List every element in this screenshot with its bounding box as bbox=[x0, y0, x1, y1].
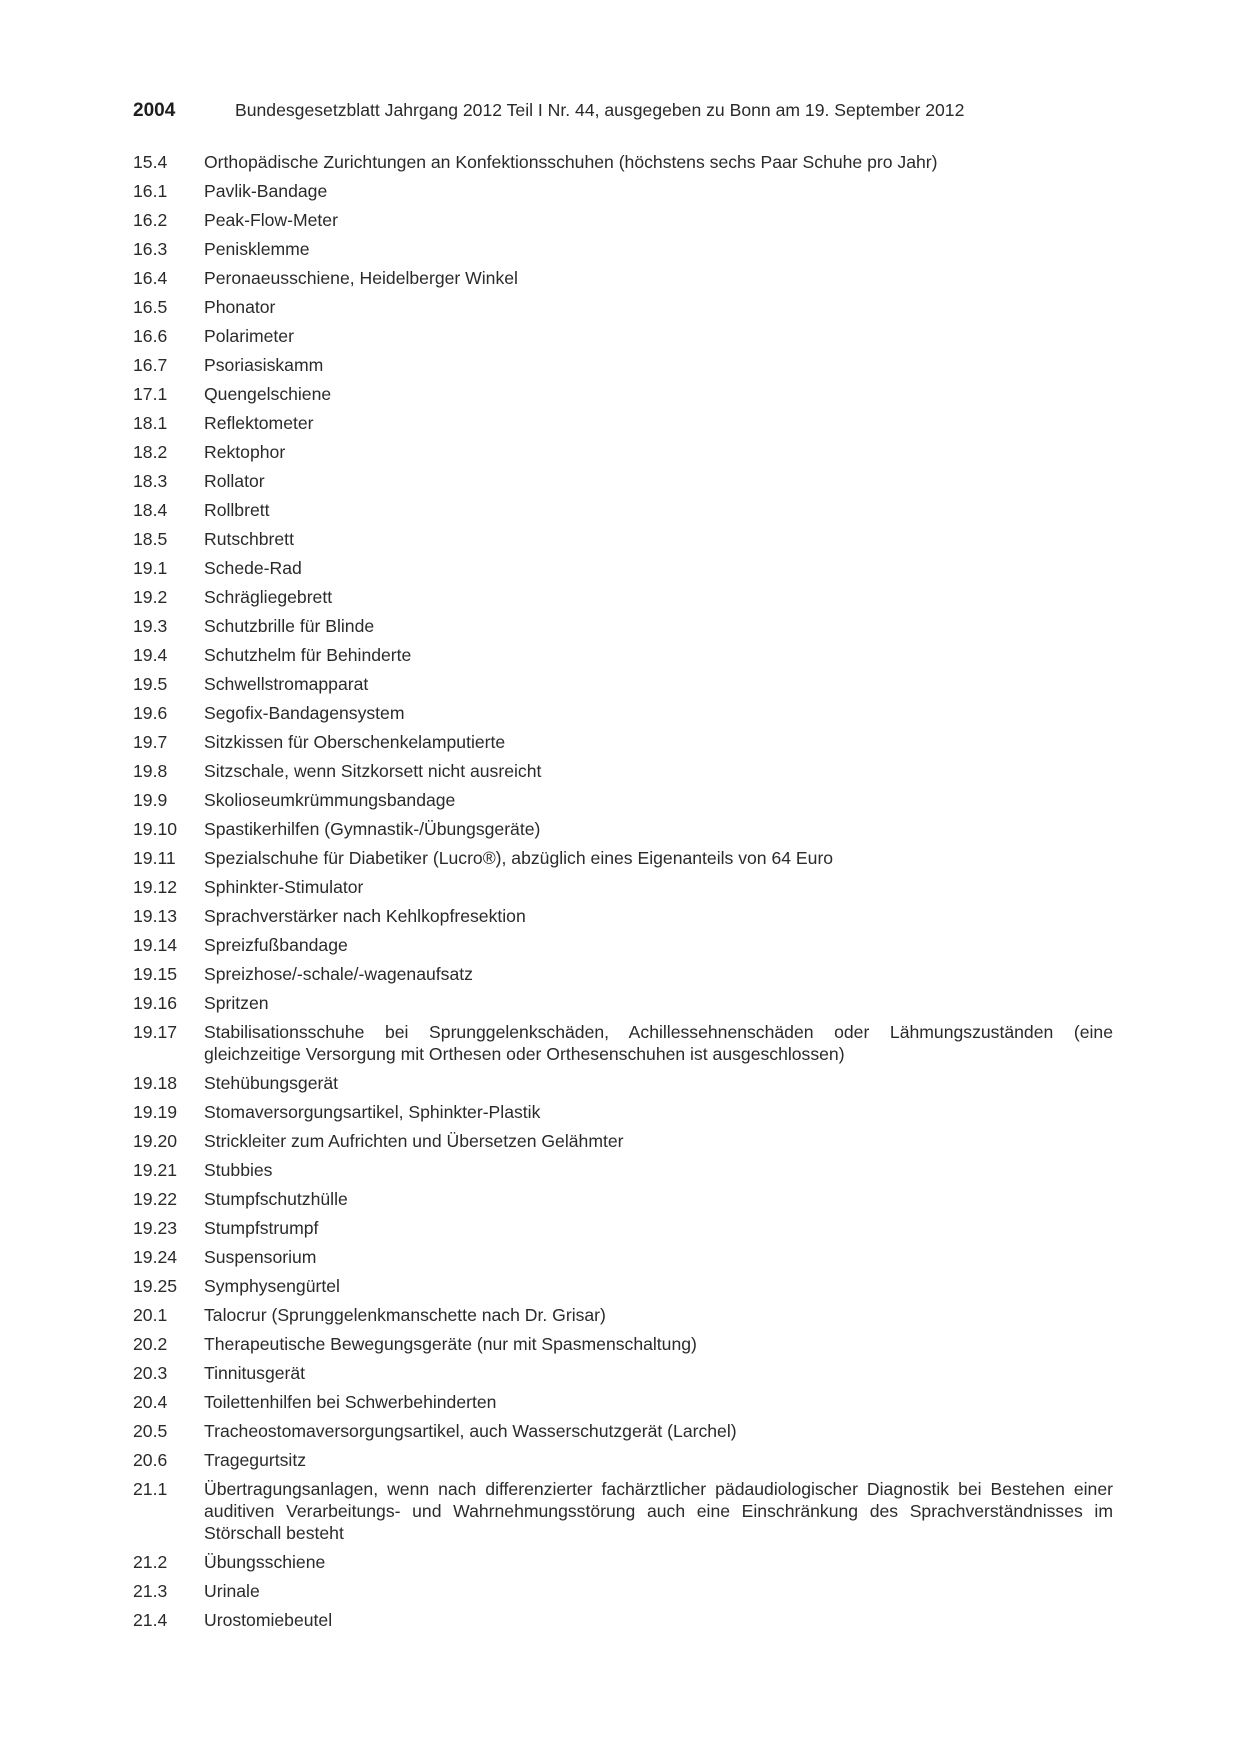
list-item bbox=[133, 1101, 1113, 1123]
item-text: Polarimeter bbox=[204, 326, 294, 346]
item-text: Spreizhose/-schale/-wagenaufsatz bbox=[204, 964, 473, 984]
item-number: 19.3 bbox=[133, 616, 168, 636]
item-text: Stubbies bbox=[204, 1160, 273, 1180]
list-item bbox=[133, 1188, 1113, 1210]
item-text: Peak-Flow-Meter bbox=[204, 210, 338, 230]
item-text: Orthopädische Zurichtungen an Konfektionsschuhen (höchstens sechs Paar Schuhe pro Jahr) bbox=[204, 152, 938, 172]
item-text: Stumpfstrumpf bbox=[204, 1218, 319, 1238]
list-item bbox=[133, 209, 1113, 231]
item-text: Spezialschuhe für Diabetiker (Lucro®), abzüglich eines Eigenanteils von 64 Euro bbox=[204, 848, 834, 868]
list-item bbox=[133, 992, 1113, 1014]
item-text: Talocrur (Sprunggelenkmanschette nach Dr. Grisar) bbox=[204, 1305, 606, 1325]
item-text: Penisklemme bbox=[204, 239, 310, 259]
list-item bbox=[133, 1072, 1113, 1094]
item-number: 19.10 bbox=[133, 819, 178, 839]
item-number: 19.11 bbox=[133, 848, 176, 868]
list-item bbox=[133, 905, 1113, 927]
list-item bbox=[133, 847, 1113, 869]
list-item bbox=[133, 818, 1113, 840]
item-text: Stumpfschutzhülle bbox=[204, 1189, 348, 1209]
item-number: 20.2 bbox=[133, 1334, 168, 1354]
item-number: 21.4 bbox=[133, 1610, 168, 1630]
item-number: 19.1 bbox=[133, 558, 168, 578]
list-item bbox=[133, 267, 1113, 289]
item-number: 21.1 bbox=[133, 1479, 168, 1499]
item-text: Therapeutische Bewegungsgeräte (nur mit Spasmenschaltung) bbox=[204, 1334, 697, 1354]
item-number: 19.14 bbox=[133, 935, 178, 955]
item-number: 19.20 bbox=[133, 1131, 178, 1151]
item-text: Tinnitusgerät bbox=[204, 1363, 306, 1383]
item-text: Rektophor bbox=[204, 442, 286, 462]
list-item bbox=[133, 934, 1113, 956]
item-number: 19.18 bbox=[133, 1073, 178, 1093]
list-item bbox=[133, 1275, 1113, 1297]
list-item bbox=[133, 180, 1113, 202]
list-item bbox=[133, 586, 1113, 608]
list-item bbox=[133, 1580, 1113, 1602]
list-item bbox=[133, 1449, 1113, 1471]
item-text: Rollbrett bbox=[204, 500, 270, 520]
item-text: Toilettenhilfen bei Schwerbehinderten bbox=[204, 1392, 497, 1412]
item-number: 19.12 bbox=[133, 877, 178, 897]
item-text: Rollator bbox=[204, 471, 265, 491]
list-item bbox=[133, 702, 1113, 724]
list-item bbox=[133, 731, 1113, 753]
list-item bbox=[133, 528, 1113, 550]
item-text: Stehübungsgerät bbox=[204, 1073, 339, 1093]
item-text: Peronaeusschiene, Heidelberger Winkel bbox=[204, 268, 518, 288]
item-number: 20.6 bbox=[133, 1450, 168, 1470]
list-item bbox=[133, 1304, 1113, 1326]
item-number: 19.17 bbox=[133, 1022, 178, 1042]
list-item bbox=[133, 441, 1113, 463]
item-text: Schutzbrille für Blinde bbox=[204, 616, 375, 636]
item-text: Segofix-Bandagensystem bbox=[204, 703, 405, 723]
list-item bbox=[133, 1551, 1113, 1573]
item-text: Sprachverstärker nach Kehlkopfresektion bbox=[204, 906, 526, 926]
list-item bbox=[133, 789, 1113, 811]
item-number: 15.4 bbox=[133, 152, 168, 172]
item-number: 16.5 bbox=[133, 297, 168, 317]
item-number: 19.24 bbox=[133, 1247, 178, 1267]
item-number: 16.6 bbox=[133, 326, 168, 346]
item-text: Urinale bbox=[204, 1581, 260, 1601]
item-text: Schede-Rad bbox=[204, 558, 302, 578]
list-item bbox=[133, 1362, 1113, 1384]
item-text: Phonator bbox=[204, 297, 276, 317]
list-item bbox=[133, 673, 1113, 695]
item-number: 19.2 bbox=[133, 587, 168, 607]
item-number: 20.3 bbox=[133, 1363, 168, 1383]
item-text: Tragegurtsitz bbox=[204, 1450, 307, 1470]
list-item bbox=[133, 644, 1113, 666]
item-text: Übertragungsanlagen, wenn nach differenzierter fachärztlicher pädaudiologischer Diagnostik bei Bestehen einer auditiven Verarbeitungs- und Wahrnehmungsstörung auch eine Einschränkung des Sprachverständnisses im Störschall besteht bbox=[204, 1479, 1113, 1543]
item-text: Spritzen bbox=[204, 993, 269, 1013]
list-item bbox=[133, 412, 1113, 434]
item-text: Stabilisationsschuhe bei Sprunggelenkschäden, Achillessehnenschäden oder Lähmungszuständen (eine gleichzeitige Versorgung mit Orthesen oder Orthesenschuhen ist ausgeschlossen) bbox=[204, 1022, 1113, 1064]
list-item bbox=[133, 1420, 1113, 1442]
item-text: Sitzkissen für Oberschenkelamputierte bbox=[204, 732, 506, 752]
list-item bbox=[133, 876, 1113, 898]
item-text: Schutzhelm für Behinderte bbox=[204, 645, 412, 665]
item-text: Rutschbrett bbox=[204, 529, 294, 549]
list-item bbox=[133, 238, 1113, 260]
item-number: 19.7 bbox=[133, 732, 168, 752]
list-item bbox=[133, 760, 1113, 782]
item-number: 19.22 bbox=[133, 1189, 178, 1209]
item-number: 19.15 bbox=[133, 964, 178, 984]
list-item bbox=[133, 1021, 1113, 1065]
list-item bbox=[133, 1159, 1113, 1181]
gazette-title: Bundesgesetzblatt Jahrgang 2012 Teil I Nr. 44, ausgegeben zu Bonn am 19. September 2012 bbox=[235, 100, 965, 120]
item-text: Sphinkter-Stimulator bbox=[204, 877, 364, 897]
item-number: 19.23 bbox=[133, 1218, 178, 1238]
item-number: 19.21 bbox=[133, 1160, 178, 1180]
item-number: 19.5 bbox=[133, 674, 168, 694]
item-text: Symphysengürtel bbox=[204, 1276, 340, 1296]
item-number: 19.25 bbox=[133, 1276, 178, 1296]
item-number: 18.5 bbox=[133, 529, 168, 549]
list-item bbox=[133, 1478, 1113, 1544]
list-item bbox=[133, 1246, 1113, 1268]
item-text: Skolioseumkrümmungsbandage bbox=[204, 790, 456, 810]
item-number: 21.3 bbox=[133, 1581, 168, 1601]
item-text: Suspensorium bbox=[204, 1247, 317, 1267]
item-number: 20.4 bbox=[133, 1392, 168, 1412]
item-number: 19.8 bbox=[133, 761, 168, 781]
item-text: Pavlik-Bandage bbox=[204, 181, 328, 201]
list-item bbox=[133, 1130, 1113, 1152]
item-number: 18.1 bbox=[133, 413, 168, 433]
list-item bbox=[133, 354, 1113, 376]
item-text: Urostomiebeutel bbox=[204, 1610, 333, 1630]
item-number: 16.7 bbox=[133, 355, 168, 375]
page-header bbox=[133, 100, 1113, 122]
list-item bbox=[133, 383, 1113, 405]
item-number: 19.16 bbox=[133, 993, 178, 1013]
item-number: 18.2 bbox=[133, 442, 168, 462]
item-number: 21.2 bbox=[133, 1552, 168, 1572]
list-item bbox=[133, 499, 1113, 521]
item-number: 20.1 bbox=[133, 1305, 168, 1325]
item-text: Schwellstromapparat bbox=[204, 674, 369, 694]
item-number: 17.1 bbox=[133, 384, 168, 404]
item-text: Schrägliegebrett bbox=[204, 587, 333, 607]
item-text: Spreizfußbandage bbox=[204, 935, 348, 955]
list-item bbox=[133, 615, 1113, 637]
aid-item-list bbox=[133, 151, 1113, 1638]
list-item bbox=[133, 325, 1113, 347]
list-item bbox=[133, 1333, 1113, 1355]
list-item bbox=[133, 1217, 1113, 1239]
list-item bbox=[133, 296, 1113, 318]
list-item bbox=[133, 470, 1113, 492]
item-number: 19.9 bbox=[133, 790, 168, 810]
list-item bbox=[133, 963, 1113, 985]
item-number: 19.6 bbox=[133, 703, 168, 723]
list-item bbox=[133, 1391, 1113, 1413]
item-text: Spastikerhilfen (Gymnastik-/Übungsgeräte) bbox=[204, 819, 541, 839]
list-item bbox=[133, 557, 1113, 579]
item-text: Psoriasiskamm bbox=[204, 355, 324, 375]
item-text: Strickleiter zum Aufrichten und Übersetzen Gelähmter bbox=[204, 1131, 624, 1151]
item-number: 16.2 bbox=[133, 210, 168, 230]
item-text: Stomaversorgungsartikel, Sphinkter-Plastik bbox=[204, 1102, 541, 1122]
item-number: 16.3 bbox=[133, 239, 168, 259]
item-number: 18.4 bbox=[133, 500, 168, 520]
item-number: 18.3 bbox=[133, 471, 168, 491]
list-item bbox=[133, 1609, 1113, 1631]
item-number: 19.19 bbox=[133, 1102, 178, 1122]
item-text: Reflektometer bbox=[204, 413, 314, 433]
item-text: Tracheostomaversorgungsartikel, auch Wasserschutzgerät (Larchel) bbox=[204, 1421, 737, 1441]
list-item bbox=[133, 151, 1113, 173]
item-number: 16.4 bbox=[133, 268, 168, 288]
item-number: 19.4 bbox=[133, 645, 168, 665]
item-text: Quengelschiene bbox=[204, 384, 332, 404]
page-number: 2004 bbox=[133, 100, 176, 121]
item-number: 20.5 bbox=[133, 1421, 168, 1441]
item-number: 19.13 bbox=[133, 906, 178, 926]
item-text: Sitzschale, wenn Sitzkorsett nicht ausreicht bbox=[204, 761, 542, 781]
item-number: 16.1 bbox=[133, 181, 168, 201]
item-text: Übungsschiene bbox=[204, 1552, 326, 1572]
